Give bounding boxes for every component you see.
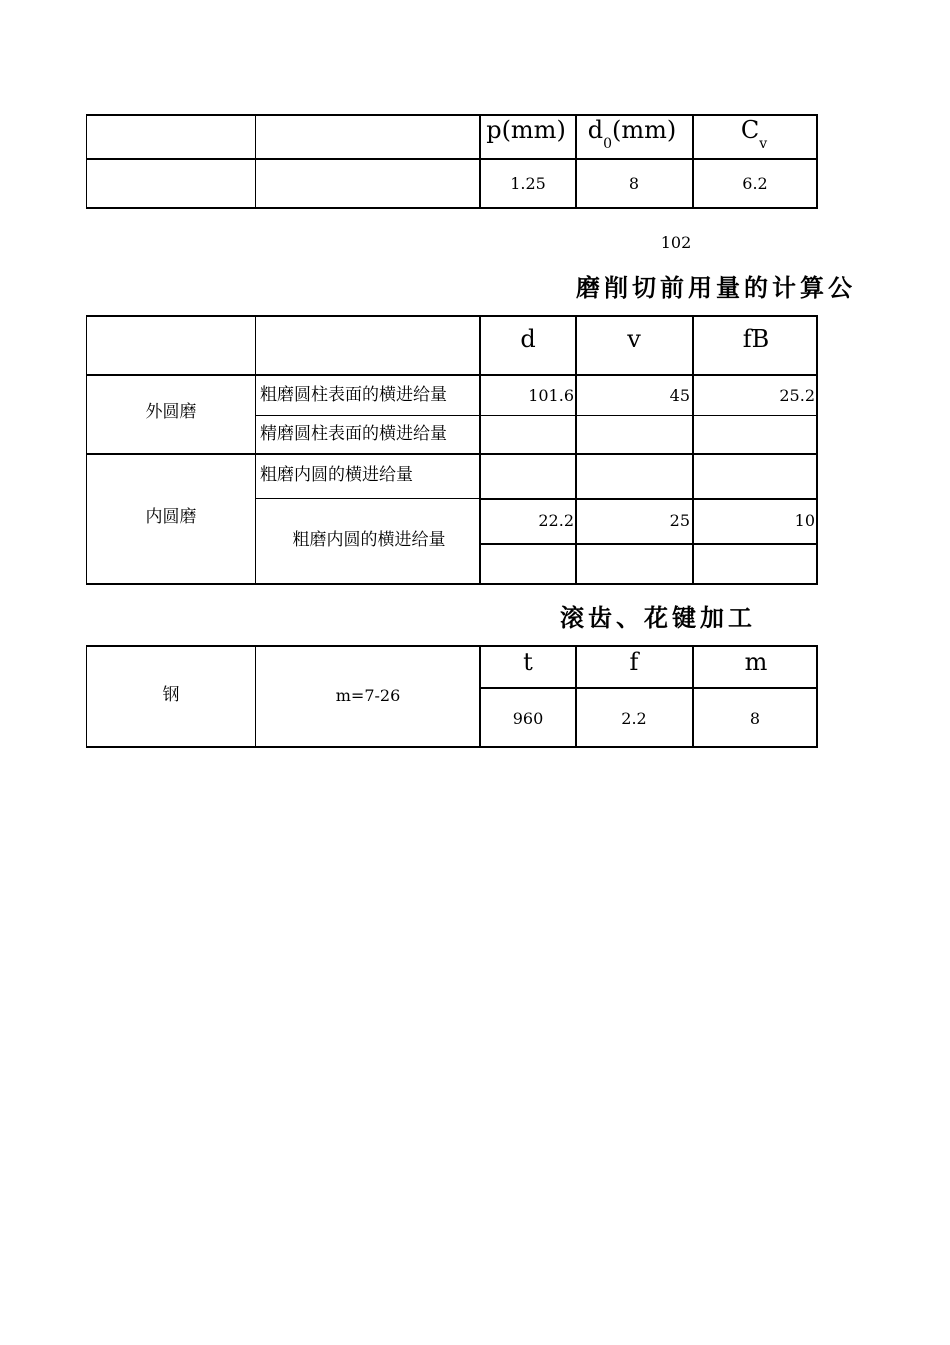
header-pitch: p(mm) (486, 116, 566, 144)
section-title-hobbing: 滚齿、花键加工 (560, 604, 756, 632)
module-cell: m=7-26 (335, 686, 401, 705)
value-m: 8 (749, 709, 761, 728)
header-t: t (523, 648, 533, 676)
row-label: 粗磨内圆的横进给量 (260, 465, 413, 485)
page-number: 102 (660, 233, 692, 252)
cell-v: 25 (669, 511, 690, 530)
value-pitch: 1.25 (510, 174, 546, 193)
header-m: m (744, 648, 768, 676)
cell-d: 101.6 (528, 386, 574, 405)
header-d0: $d_0(mm)$ (587, 116, 677, 152)
value-cv: 6.2 (742, 174, 768, 193)
value-d0: 8 (628, 174, 640, 193)
header-f: f (629, 648, 639, 676)
header-v: v (627, 325, 641, 353)
cell-fb: 25.2 (779, 386, 815, 405)
value-f: 2.2 (621, 709, 647, 728)
header-d: d (520, 325, 536, 353)
header-cv: $C_v$ (740, 116, 768, 152)
row-label: 粗磨内圆的横进给量 (292, 530, 446, 550)
cell-v: 45 (669, 386, 690, 405)
section-title-grinding: 磨削切前用量的计算公 (576, 274, 856, 302)
header-fb: fB (742, 325, 770, 353)
cell-fb: 10 (794, 511, 815, 530)
row-label: 精磨圆柱表面的横进给量 (260, 424, 447, 444)
group-internal-grinding: 内圆磨 (145, 507, 197, 527)
value-t: 960 (512, 709, 544, 728)
group-external-grinding: 外圆磨 (145, 402, 197, 422)
cell-d: 22.2 (538, 511, 574, 530)
row-label: 粗磨圆柱表面的横进给量 (260, 385, 447, 405)
material-cell: 钢 (162, 685, 180, 705)
